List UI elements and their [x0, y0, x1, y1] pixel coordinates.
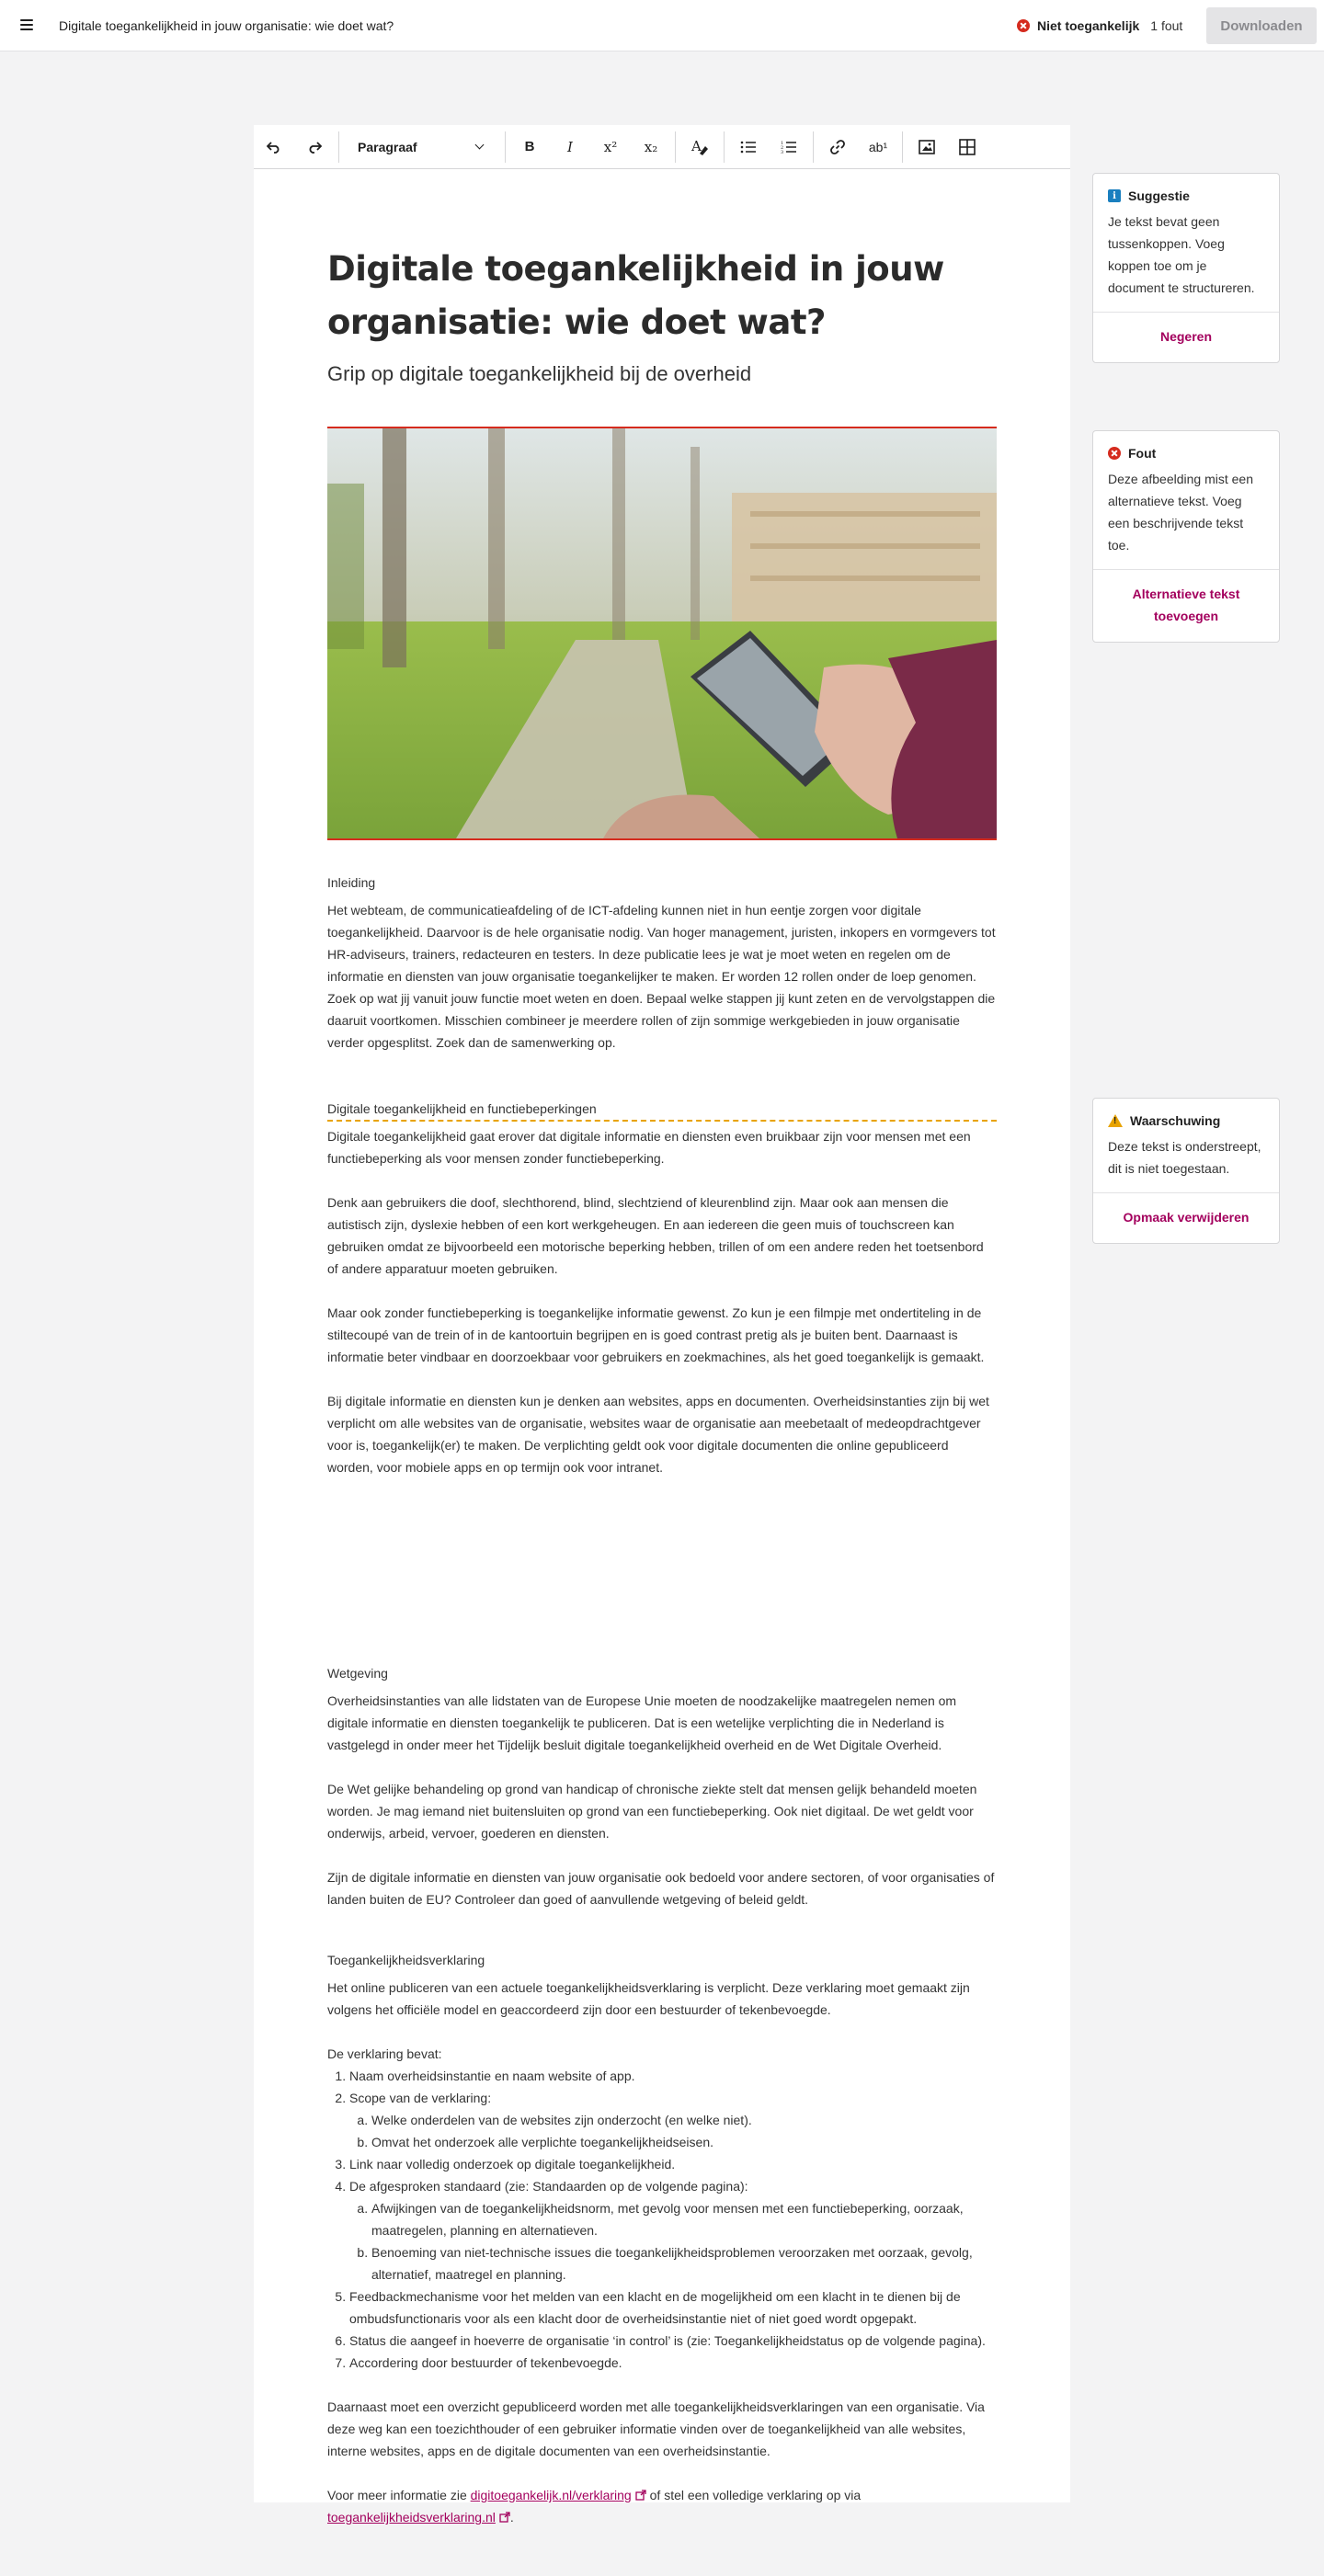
underline-warning-highlight: Digitale toegankelijkheid en functiebeperkingen	[327, 1100, 997, 1122]
paragraph: Bij digitale informatie en diensten kun je denken aan websites, apps en documenten. Overheidsinstanties zijn bij wet verplicht om alle websites van de organisatie, websites waar de organisatie aan meebetaalt of medeopdrachtgever voor is, toegankelijk(er) te maken. De verplichting geldt ook voor digitale documenten die online gepubliceerd worden, voor mobiele apps en op termijn ook voor intranet.	[327, 1394, 989, 1475]
list-item: 4. De afgesproken standaard (zie: Standaarden op de volgende pagina): a. Afwijkingen van de toegankelijkheidsnorm, met gevolg voor mensen met een functiebeperking, oorzaak, maatregelen, planning en alternatieven. b. Benoeming van niet-technische issues die toegankelijkheidsproblemen veroorzaken met oorzaak, gevolg, alternatief, maatregel en planning.	[349, 2175, 997, 2285]
status-count: 1 fout	[1150, 18, 1183, 33]
paragraph-style-select[interactable]	[343, 125, 501, 169]
footnote-button[interactable]: ab¹	[868, 139, 888, 154]
warning-icon	[1108, 1114, 1123, 1127]
card-title: Waarschuwing	[1130, 1113, 1221, 1128]
card-message: Je tekst bevat geen tussenkoppen. Voeg koppen toe om je document te structureren.	[1108, 214, 1255, 295]
list-item: 3. Link naar volledig onderzoek op digitale toegankelijkheid.	[349, 2153, 997, 2175]
toolbar-divider	[505, 131, 506, 163]
paragraph: Overheidsinstanties van alle lidstaten van de Europese Unie moeten de noodzakelijke maatregelen nemen om digitale informatie en diensten toegankelijk te publiceren. Dat is een wetelijke verplichting die in Nederland is vastgelegd in onder meer het Tijdelijk besluit digitale toegankelijkheid overheid en de Wet Digitale Overheid.	[327, 1693, 957, 1752]
sub-list	[349, 2197, 997, 2285]
info-icon: i	[1108, 189, 1121, 202]
toolbar-divider	[813, 131, 814, 163]
accessibility-status[interactable]	[1017, 17, 1182, 35]
error-card	[1092, 430, 1280, 643]
paragraph: Het webteam, de communicatieafdeling of de ICT-afdeling kunnen niet in hun eentje zorgen voor digitale toegankelijkheid. Daarvoor is de hele organisatie nodig. Van hoger management, juristen, inkopers en vormgevers tot HR-adviseurs, trainers, redacteuren en testers. In deze publicatie lees je wat je moet weten en regelen om de informatie en diensten van jouw organisatie toegankelijker te maken. Er worden 12 rollen onder de loep genomen. Zoek op wat jij vanuit jouw functie moet weten en doen. Bepaal welke stappen jij kunt zeten en de vervolgstappen die daaruit voortkomen. Misschien combineer je meerdere rollen of zijn sommige werkgebieden in jouw organisatie verder opgesplitst. Zoek dan de samenwerking op.	[327, 903, 996, 1050]
error-icon	[1017, 19, 1030, 32]
document-title: Digitale toegankelijkheid in jouw organisatie: wie doet wat?	[59, 18, 394, 33]
warning-card	[1092, 1098, 1280, 1244]
download-button[interactable]: Downloaden	[1206, 7, 1317, 44]
toolbar-divider	[724, 131, 725, 163]
section-heading-underlined[interactable]	[327, 1100, 997, 1122]
digitoegankelijk-link[interactable]: digitoegankelijk.nl/verklaring	[470, 2488, 632, 2502]
subscript-button[interactable]: x₂	[644, 138, 658, 155]
redo-icon[interactable]	[294, 125, 335, 169]
suggestion-card	[1092, 173, 1280, 363]
sub-list-item: b. Benoeming van niet-technische issues die toegankelijkheidsproblemen veroorzaken met oorzaak, gevolg, alternatief, maatregel en planning.	[371, 2241, 997, 2285]
card-message: Deze tekst is onderstreept, dit is niet toegestaan.	[1108, 1139, 1261, 1176]
svg-text:A: A	[691, 137, 702, 154]
svg-text:1: 1	[781, 140, 784, 146]
paragraph-style-value: Paragraaf	[358, 139, 417, 154]
chevron-down-icon	[475, 141, 485, 150]
ignore-button[interactable]: Negeren	[1159, 329, 1213, 344]
superscript-button[interactable]: x²	[603, 138, 618, 155]
section-heading[interactable]: Inleiding	[327, 875, 376, 890]
image-icon[interactable]	[907, 125, 947, 169]
list-item: 6. Status die aangeef in hoeverre de organisatie ‘in control’ is (zie: Toegankelijkheidstatus op de volgende pagina).	[349, 2330, 997, 2352]
undo-icon[interactable]	[254, 125, 294, 169]
sub-list-item: a. Afwijkingen van de toegankelijkheidsnorm, met gevolg voor mensen met een functiebeperking, oorzaak, maatregelen, planning en alternatieven.	[371, 2197, 997, 2241]
card-title: Fout	[1128, 446, 1157, 461]
section-body[interactable]	[327, 899, 997, 1054]
card-message: Deze afbeelding mist een alternatieve tekst. Voeg een beschrijvende tekst toe.	[1108, 472, 1253, 553]
section-heading[interactable]: Wetgeving	[327, 1666, 388, 1681]
top-bar	[0, 0, 1324, 51]
list-item: 5. Feedbackmechanisme voor het melden van een klacht en de mogelijkheid om een klacht in te dienen bij de ombudsfunctionaris voor als een klacht door de overheidsinstantie niet of niet goed wordt opgepakt.	[349, 2285, 997, 2330]
status-label: Niet toegankelijk	[1037, 18, 1140, 33]
svg-text:2: 2	[781, 144, 784, 151]
add-alt-text-button[interactable]: Alternatieve tekst toevoegen	[1132, 587, 1240, 623]
list-item: 7. Accordering door bestuurder of tekenbevoegde.	[349, 2352, 997, 2374]
paragraph: De Wet gelijke behandeling op grond van handicap of chronische ziekte stelt dat mensen gelijk behandeld moeten worden. Je mag iemand niet buitensluiten op grond van een functiebeperking. Ook niet digitaal. De wet geldt voor onderwijs, arbeid, vervoer, goederen en diensten.	[327, 1782, 977, 1841]
toolbar-divider	[675, 131, 676, 163]
numbered-list	[327, 2065, 997, 2374]
section-body[interactable]	[327, 1690, 997, 1910]
sub-list	[349, 2109, 997, 2153]
external-link-icon	[635, 2490, 646, 2501]
paragraph: Denk aan gebruikers die doof, slechthorend, blind, slechtziend of kleurenblind zijn. Maar ook aan mensen die autistisch zijn, dyslexie hebben of een kort werkgeheugen. En aan iedereen die geen muis of touchscreen kan gebruiken omdat ze bijvoorbeeld een motorische beperking hebben, trillen of om een andere reden het toetsenbord of andere apparatuur moeten gebruiken.	[327, 1195, 984, 1276]
toegankelijkheidsverklaring-link[interactable]: toegankelijkheidsverklaring.nl	[327, 2510, 496, 2525]
paragraph: Maar ook zonder functiebeperking is toegankelijke informatie gewenst. Zo kun je een filmpje met ondertiteling in de stiltecoupé van de trein of in de kantoortuin begrijpen en is goed contrast pretig als je buiten bent. Daarnaast is informatie beter vindbaar en doorzoekbaar voor gebruikers en zoekmachines, als het goed toegankelijk is gemaakt.	[327, 1305, 985, 1364]
menu-icon[interactable]	[18, 17, 35, 33]
toolbar-divider	[338, 131, 339, 163]
paragraph: Daarnaast moet een overzicht gepubliceerd worden met alle toegankelijkheidsverklaringen van een organisatie. Via deze weg kan een toezichthouder of een gebruiker informatie vinden over de toegankelijkheid van alle websites, interne websites, apps en de digitale documenten van een overheidsinstantie.	[327, 2399, 985, 2458]
section-body[interactable]	[327, 1977, 997, 2528]
paragraph: Het online publiceren van een actuele toegankelijkheidsverklaring is verplicht. Deze verklaring moet gemaakt zijn volgens het officiële model en geaccordeerd zijn door een bestuurder of tekenbevoegde.	[327, 1980, 970, 2017]
table-icon[interactable]	[947, 125, 987, 169]
editor-canvas	[254, 125, 1070, 2525]
sub-list-item: b. Omvat het onderzoek alle verplichte toegankelijkheidseisen.	[371, 2131, 997, 2153]
hero-image[interactable]	[327, 427, 997, 840]
more-info-paragraph: Voor meer informatie zie digitoegankelijk.nl/verklaring of stel een volledige verklaring op via toegankelijkheidsverklaring.nl .	[327, 2488, 862, 2525]
paragraph: Digitale toegankelijkheid gaat erover dat digitale informatie en diensten even bruikbaar zijn voor mensen met een functiebeperking als voor mensen zonder functiebeperking.	[327, 1129, 971, 1166]
paragraph: Zijn de digitale informatie en diensten van jouw organisatie ook bedoeld voor andere sectoren, of voor organisaties of landen buiten de EU? Controleer dan goed of aanvullende wetgeving of beleid geldt.	[327, 1870, 995, 1907]
list-intro: De verklaring bevat:	[327, 2046, 442, 2061]
list-item: 2. Scope van de verklaring: a. Welke onderdelen van de websites zijn onderzocht (en welke niet). b. Omvat het onderzoek alle verplichte toegankelijkheidseisen.	[349, 2087, 997, 2153]
list-item: 1. Naam overheidsinstantie en naam website of app.	[349, 2065, 997, 2087]
toolbar-divider	[902, 131, 903, 163]
clear-formatting-icon[interactable]	[679, 125, 720, 169]
section-heading[interactable]: Toegankelijkheidsverklaring	[327, 1953, 485, 1967]
bold-icon[interactable]: B	[524, 139, 535, 154]
editor-toolbar	[254, 125, 1070, 169]
numbered-list-icon[interactable]	[769, 125, 809, 169]
page-subtitle[interactable]: Grip op digitale toegankelijkheid bij de overheid	[327, 362, 752, 385]
link-icon[interactable]	[817, 125, 858, 169]
svg-text:3: 3	[781, 149, 784, 154]
page-title[interactable]: Digitale toegankelijkheid in jouw organisatie: wie doet wat?	[327, 249, 944, 342]
card-title: Suggestie	[1128, 188, 1190, 203]
remove-formatting-button[interactable]: Opmaak verwijderen	[1123, 1210, 1250, 1225]
external-link-icon	[499, 2512, 510, 2523]
section-body[interactable]	[327, 1125, 997, 1478]
sub-list-item: a. Welke onderdelen van de websites zijn onderzocht (en welke niet).	[371, 2109, 997, 2131]
bulleted-list-icon[interactable]	[728, 125, 769, 169]
error-icon	[1108, 447, 1121, 460]
italic-icon[interactable]: I	[567, 138, 573, 155]
